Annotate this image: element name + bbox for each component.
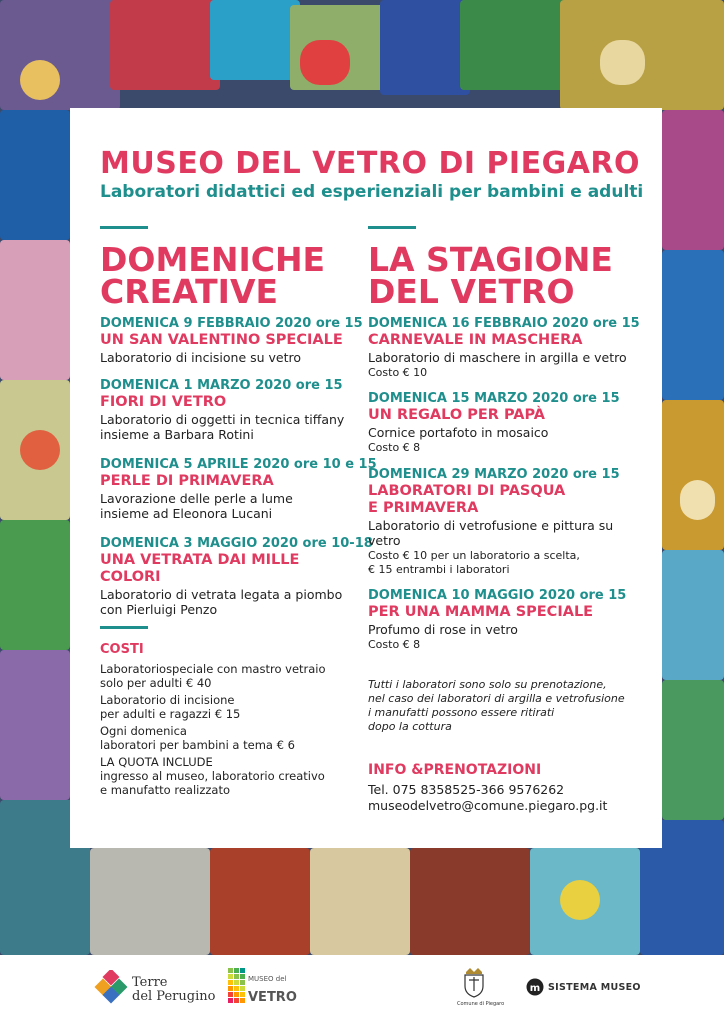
cost-item: Laboratorio di incisione per adulti e ragazzi € 15 bbox=[100, 693, 241, 721]
event-name: UN SAN VALENTINO SPECIALE bbox=[100, 332, 343, 348]
event-date: DOMENICA 10 MAGGIO 2020 ore 15 bbox=[368, 588, 627, 603]
event-name: CARNEVALE IN MASCHERA bbox=[368, 332, 583, 348]
booking-note: Tutti i laboratori sono solo su prenotazione, nel caso dei laboratori di argilla e vetrofusione i manufatti possono essere ritirati dopo la cottura bbox=[368, 678, 625, 733]
event-date: DOMENICA 16 FEBBRAIO 2020 ore 15 bbox=[368, 316, 640, 331]
event-item bbox=[100, 378, 362, 442]
sistema-museo-text: SISTEMA MUSEO bbox=[548, 982, 641, 993]
event-description: Laboratorio di vetrofusione e pittura su vetro bbox=[368, 518, 614, 548]
event-description: Cornice portafoto in mosaico bbox=[368, 425, 549, 440]
terre-del-perugino-text: Terre del Perugino bbox=[132, 975, 216, 1004]
comune-label: Comune di Piegaro bbox=[457, 1001, 505, 1007]
museo-del-label: MUSEO del bbox=[248, 975, 287, 983]
page-title: MUSEO DEL VETRO DI PIEGARO bbox=[100, 146, 641, 181]
right-divider bbox=[368, 226, 416, 229]
event-cost: Costo € 10 bbox=[368, 366, 428, 379]
info-phone: Tel. 075 8358525-366 9576262 bbox=[368, 782, 565, 797]
cost-item: Ogni domenica laboratori per bambini a tema € 6 bbox=[100, 724, 295, 752]
info-title: INFO &PRENOTAZIONI bbox=[368, 762, 542, 778]
event-date: DOMENICA 5 APRILE 2020 ore 10 e 15 bbox=[100, 457, 377, 472]
event-item bbox=[100, 536, 373, 617]
event-description: Lavorazione delle perle a lume insieme ad Eleonora Lucani bbox=[100, 491, 293, 521]
event-date: DOMENICA 1 MARZO 2020 ore 15 bbox=[100, 378, 343, 393]
event-description: Laboratorio di maschere in argilla e vetro bbox=[368, 350, 627, 365]
event-name: LABORATORI DI PASQUA E PRIMAVERA bbox=[368, 483, 566, 516]
event-date: DOMENICA 29 MARZO 2020 ore 15 bbox=[368, 467, 620, 482]
cost-item: Laboratoriospeciale con mastro vetraio solo per adulti € 40 bbox=[100, 662, 326, 690]
vetro-label: VETRO bbox=[248, 990, 297, 1005]
event-item bbox=[368, 588, 648, 652]
cost-item: LA QUOTA INCLUDE ingresso al museo, laboratorio creativo e manufatto realizzato bbox=[100, 755, 325, 797]
event-name: FIORI DI VETRO bbox=[100, 394, 227, 410]
event-item bbox=[368, 316, 648, 380]
event-item bbox=[368, 467, 648, 577]
event-name: UN REGALO PER PAPÀ bbox=[368, 407, 546, 423]
event-cost: Costo € 10 per un laboratorio a scelta, € 15 entrambi i laboratori bbox=[368, 549, 580, 576]
page-subtitle: Laboratori didattici ed esperienziali per bambini e adulti bbox=[100, 182, 644, 202]
comune-crest-icon bbox=[462, 966, 486, 998]
event-name: PERLE DI PRIMAVERA bbox=[100, 473, 274, 489]
info-email[interactable]: museodelvetro@comune.piegaro.pg.it bbox=[368, 798, 608, 813]
sistema-museo-icon bbox=[526, 978, 544, 996]
event-description: Profumo di rose in vetro bbox=[368, 622, 518, 637]
event-cost: Costo € 8 bbox=[368, 441, 421, 454]
event-name: PER UNA MAMMA SPECIALE bbox=[368, 604, 594, 620]
event-cost: Costo € 8 bbox=[368, 638, 421, 651]
museo-del-vetro-logo bbox=[228, 968, 246, 1004]
left-column-title: DOMENICHE CREATIVE bbox=[100, 240, 326, 311]
left-divider bbox=[100, 226, 148, 229]
right-column-title: LA STAGIONE DEL VETRO bbox=[368, 240, 613, 311]
svg-text:m: m bbox=[529, 983, 541, 994]
event-date: DOMENICA 9 FEBBRAIO 2020 ore 15 bbox=[100, 316, 363, 331]
event-item bbox=[100, 457, 377, 521]
terre-del-perugino-logo bbox=[94, 970, 130, 1006]
event-date: DOMENICA 3 MAGGIO 2020 ore 10-18 bbox=[100, 536, 373, 551]
event-name: UNA VETRATA DAI MILLE COLORI bbox=[100, 552, 300, 585]
event-date: DOMENICA 15 MARZO 2020 ore 15 bbox=[368, 391, 620, 406]
event-item bbox=[100, 316, 362, 365]
event-item bbox=[368, 391, 648, 455]
costs-title: COSTI bbox=[100, 642, 144, 657]
event-description: Laboratorio di incisione su vetro bbox=[100, 350, 302, 365]
costs-divider bbox=[100, 626, 148, 629]
event-description: Laboratorio di oggetti in tecnica tiffany insieme a Barbara Rotini bbox=[100, 412, 345, 442]
event-description: Laboratorio di vetrata legata a piombo con Pierluigi Penzo bbox=[100, 587, 343, 617]
